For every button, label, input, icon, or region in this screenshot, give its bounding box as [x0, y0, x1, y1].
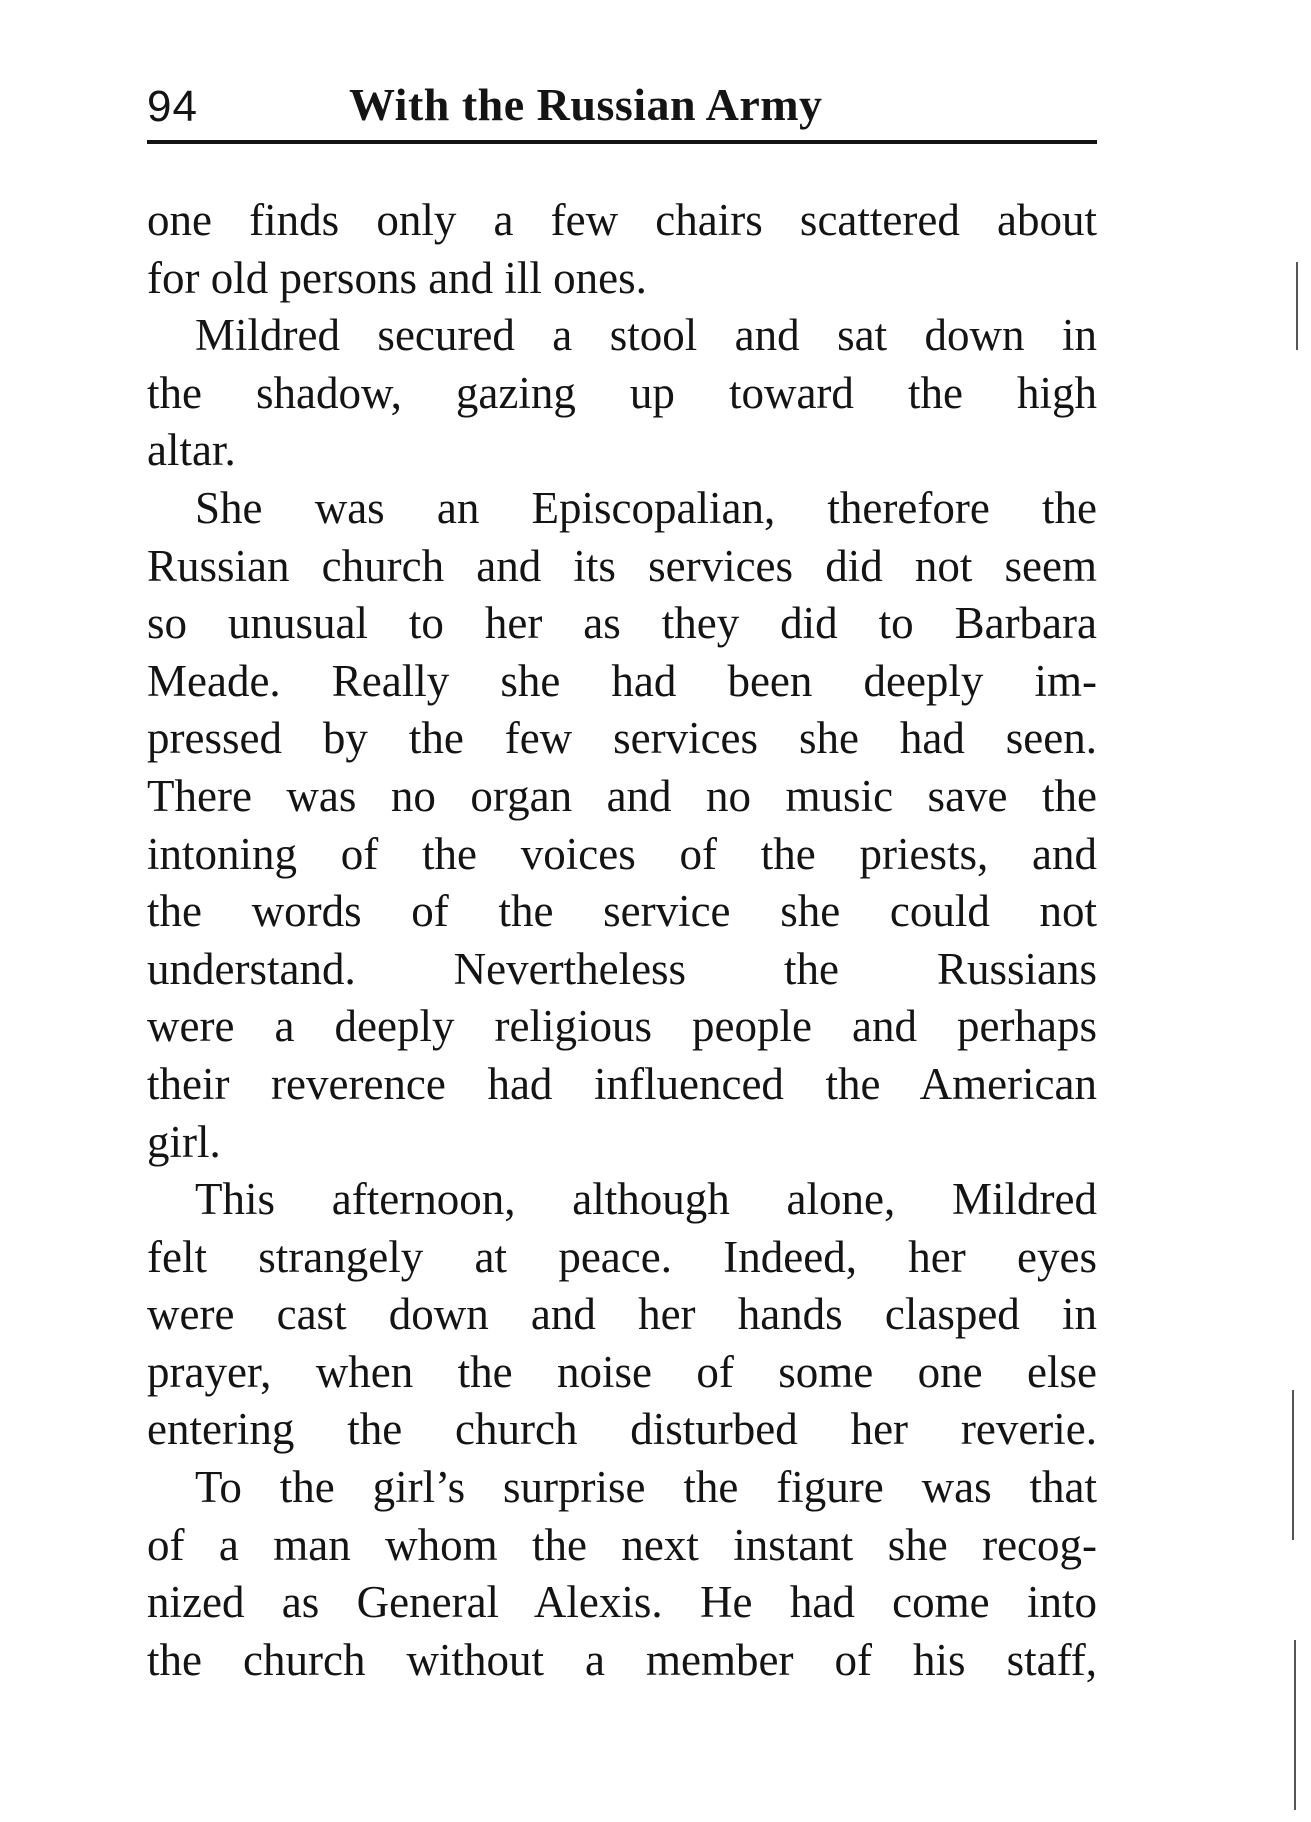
text-line: altar. — [147, 425, 236, 476]
text-line: There was no organ and no music save the — [147, 770, 1097, 821]
text-line: the shadow, gazing up toward the high — [147, 367, 1097, 418]
text-line: entering the church disturbed her reverie. — [147, 1404, 1097, 1455]
text-line: of a man whom the next instant she recog- — [147, 1519, 1097, 1570]
text-line: This afternoon, although alone, Mildred — [195, 1174, 1097, 1225]
scan-artifact-line — [1294, 1640, 1296, 1810]
running-title: With the Russian Army — [349, 79, 823, 130]
text-line: were a deeply religious people and perhaps — [147, 1001, 1097, 1052]
text-line: the church without a member of his staff, — [147, 1634, 1097, 1685]
text-line: prayer, when the noise of some one else — [147, 1346, 1097, 1397]
text-line: Mildred secured a stool and sat down in — [195, 310, 1097, 361]
text-line: Russian church and its services did not seem — [147, 540, 1097, 591]
text-line: felt strangely at peace. Indeed, her eyes — [147, 1231, 1097, 1282]
text-line: Meade. Really she had been deeply im- — [147, 655, 1097, 706]
header-rule — [147, 140, 1097, 144]
page-header — [147, 70, 1097, 140]
text-line: their reverence had influenced the American — [147, 1058, 1097, 1109]
text-line: the words of the service she could not — [147, 886, 1097, 937]
text-line: She was an Episcopalian, therefore the — [195, 482, 1097, 533]
scan-artifact-line — [1296, 262, 1298, 350]
text-line: intoning of the voices of the priests, and — [147, 828, 1097, 879]
text-line: so unusual to her as they did to Barbara — [147, 598, 1097, 649]
text-line: understand. Nevertheless the Russians — [147, 943, 1097, 994]
text-line: nized as General Alexis. He had come into — [147, 1577, 1097, 1628]
text-line: girl. — [147, 1116, 221, 1167]
text-line: To the girl’s surprise the figure was that — [195, 1462, 1097, 1513]
text-line: for old persons and ill ones. — [147, 252, 647, 303]
scan-artifact-line — [1292, 1390, 1294, 1540]
body-text — [147, 192, 1097, 1689]
text-line: one finds only a few chairs scattered about — [147, 195, 1097, 245]
page-number: 94 — [147, 82, 198, 131]
text-line: pressed by the few services she had seen. — [147, 713, 1097, 764]
text-line: were cast down and her hands clasped in — [147, 1289, 1097, 1340]
